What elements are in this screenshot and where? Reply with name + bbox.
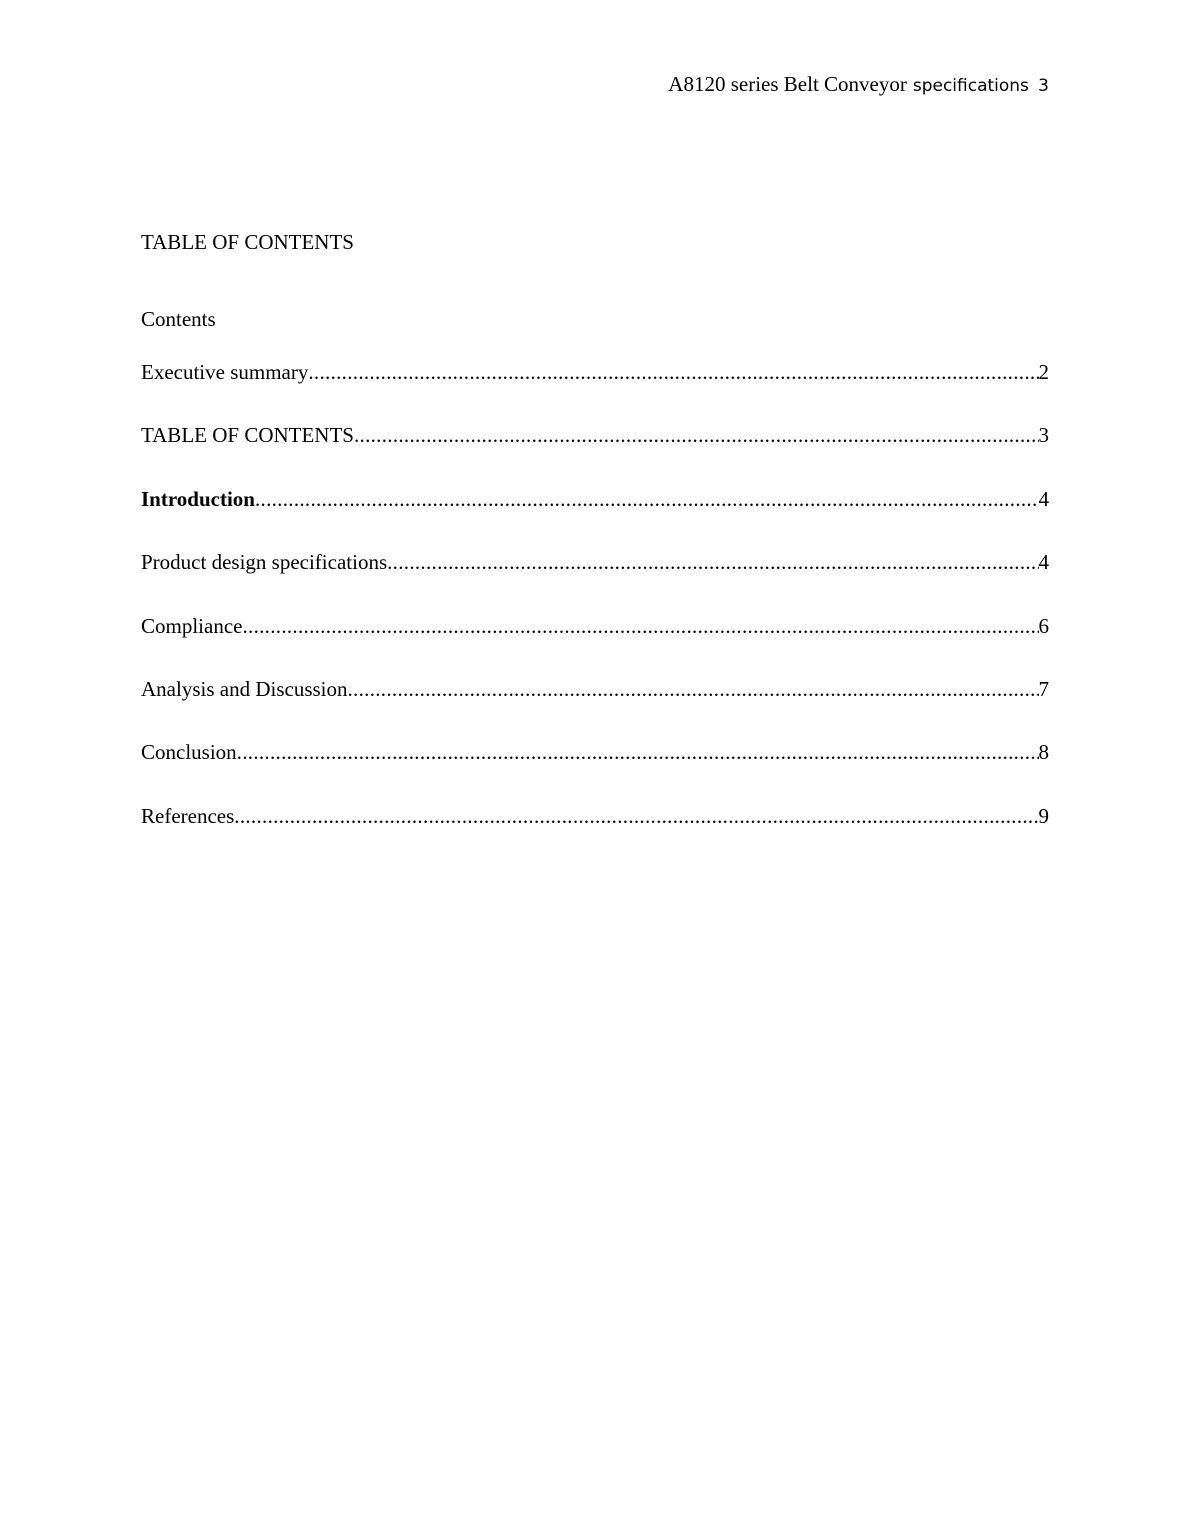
toc-dot-leader bbox=[234, 802, 1038, 830]
toc-entry-page: 7 bbox=[1038, 676, 1049, 701]
header-page-number: 3 bbox=[1038, 76, 1049, 96]
toc-entry-title: References bbox=[141, 803, 235, 828]
toc-entry-title: Product design specifications bbox=[141, 550, 388, 575]
toc-entry-title: Introduction bbox=[141, 486, 255, 511]
document-heading: TABLE OF CONTENTS bbox=[141, 230, 354, 254]
toc-list bbox=[141, 358, 1049, 865]
toc-entry-page: 4 bbox=[1038, 486, 1049, 511]
toc-dot-leader bbox=[308, 358, 1038, 386]
toc-entry-introduction[interactable] bbox=[141, 485, 1049, 513]
toc-entry-references[interactable] bbox=[141, 802, 1049, 830]
toc-entry-title: Analysis and Discussion bbox=[141, 676, 348, 701]
toc-dot-leader bbox=[348, 675, 1039, 703]
toc-entry-analysis-and-discussion[interactable] bbox=[141, 675, 1049, 703]
toc-entry-title: TABLE OF CONTENTS bbox=[141, 423, 354, 448]
toc-entry-page: 6 bbox=[1038, 613, 1049, 638]
toc-dot-leader bbox=[237, 738, 1039, 766]
toc-entry-title: Compliance bbox=[141, 613, 243, 638]
toc-dot-leader bbox=[242, 612, 1038, 640]
running-header bbox=[668, 70, 1049, 100]
toc-dot-leader bbox=[354, 421, 1039, 449]
toc-entry-page: 3 bbox=[1038, 423, 1049, 448]
toc-entry-conclusion[interactable] bbox=[141, 738, 1049, 766]
toc-entry-page: 9 bbox=[1038, 803, 1049, 828]
toc-entry-title: Conclusion bbox=[141, 740, 237, 765]
toc-entry-executive-summary[interactable] bbox=[141, 358, 1049, 386]
toc-dot-leader bbox=[255, 485, 1039, 513]
toc-entry-page: 8 bbox=[1038, 740, 1049, 765]
toc-caption: Contents bbox=[141, 307, 216, 331]
header-title: A8120 series Belt Conveyor bbox=[668, 72, 907, 96]
toc-entry-product-design-specifications[interactable] bbox=[141, 548, 1049, 576]
toc-entry-page: 2 bbox=[1038, 360, 1049, 384]
toc-entry-page: 4 bbox=[1038, 550, 1049, 575]
toc-dot-leader bbox=[387, 548, 1038, 576]
toc-entry-title: Executive summary bbox=[141, 360, 309, 384]
toc-entry-compliance[interactable] bbox=[141, 612, 1049, 640]
header-suffix: specifications bbox=[912, 76, 1029, 96]
toc-entry-table-of-contents[interactable] bbox=[141, 421, 1049, 449]
